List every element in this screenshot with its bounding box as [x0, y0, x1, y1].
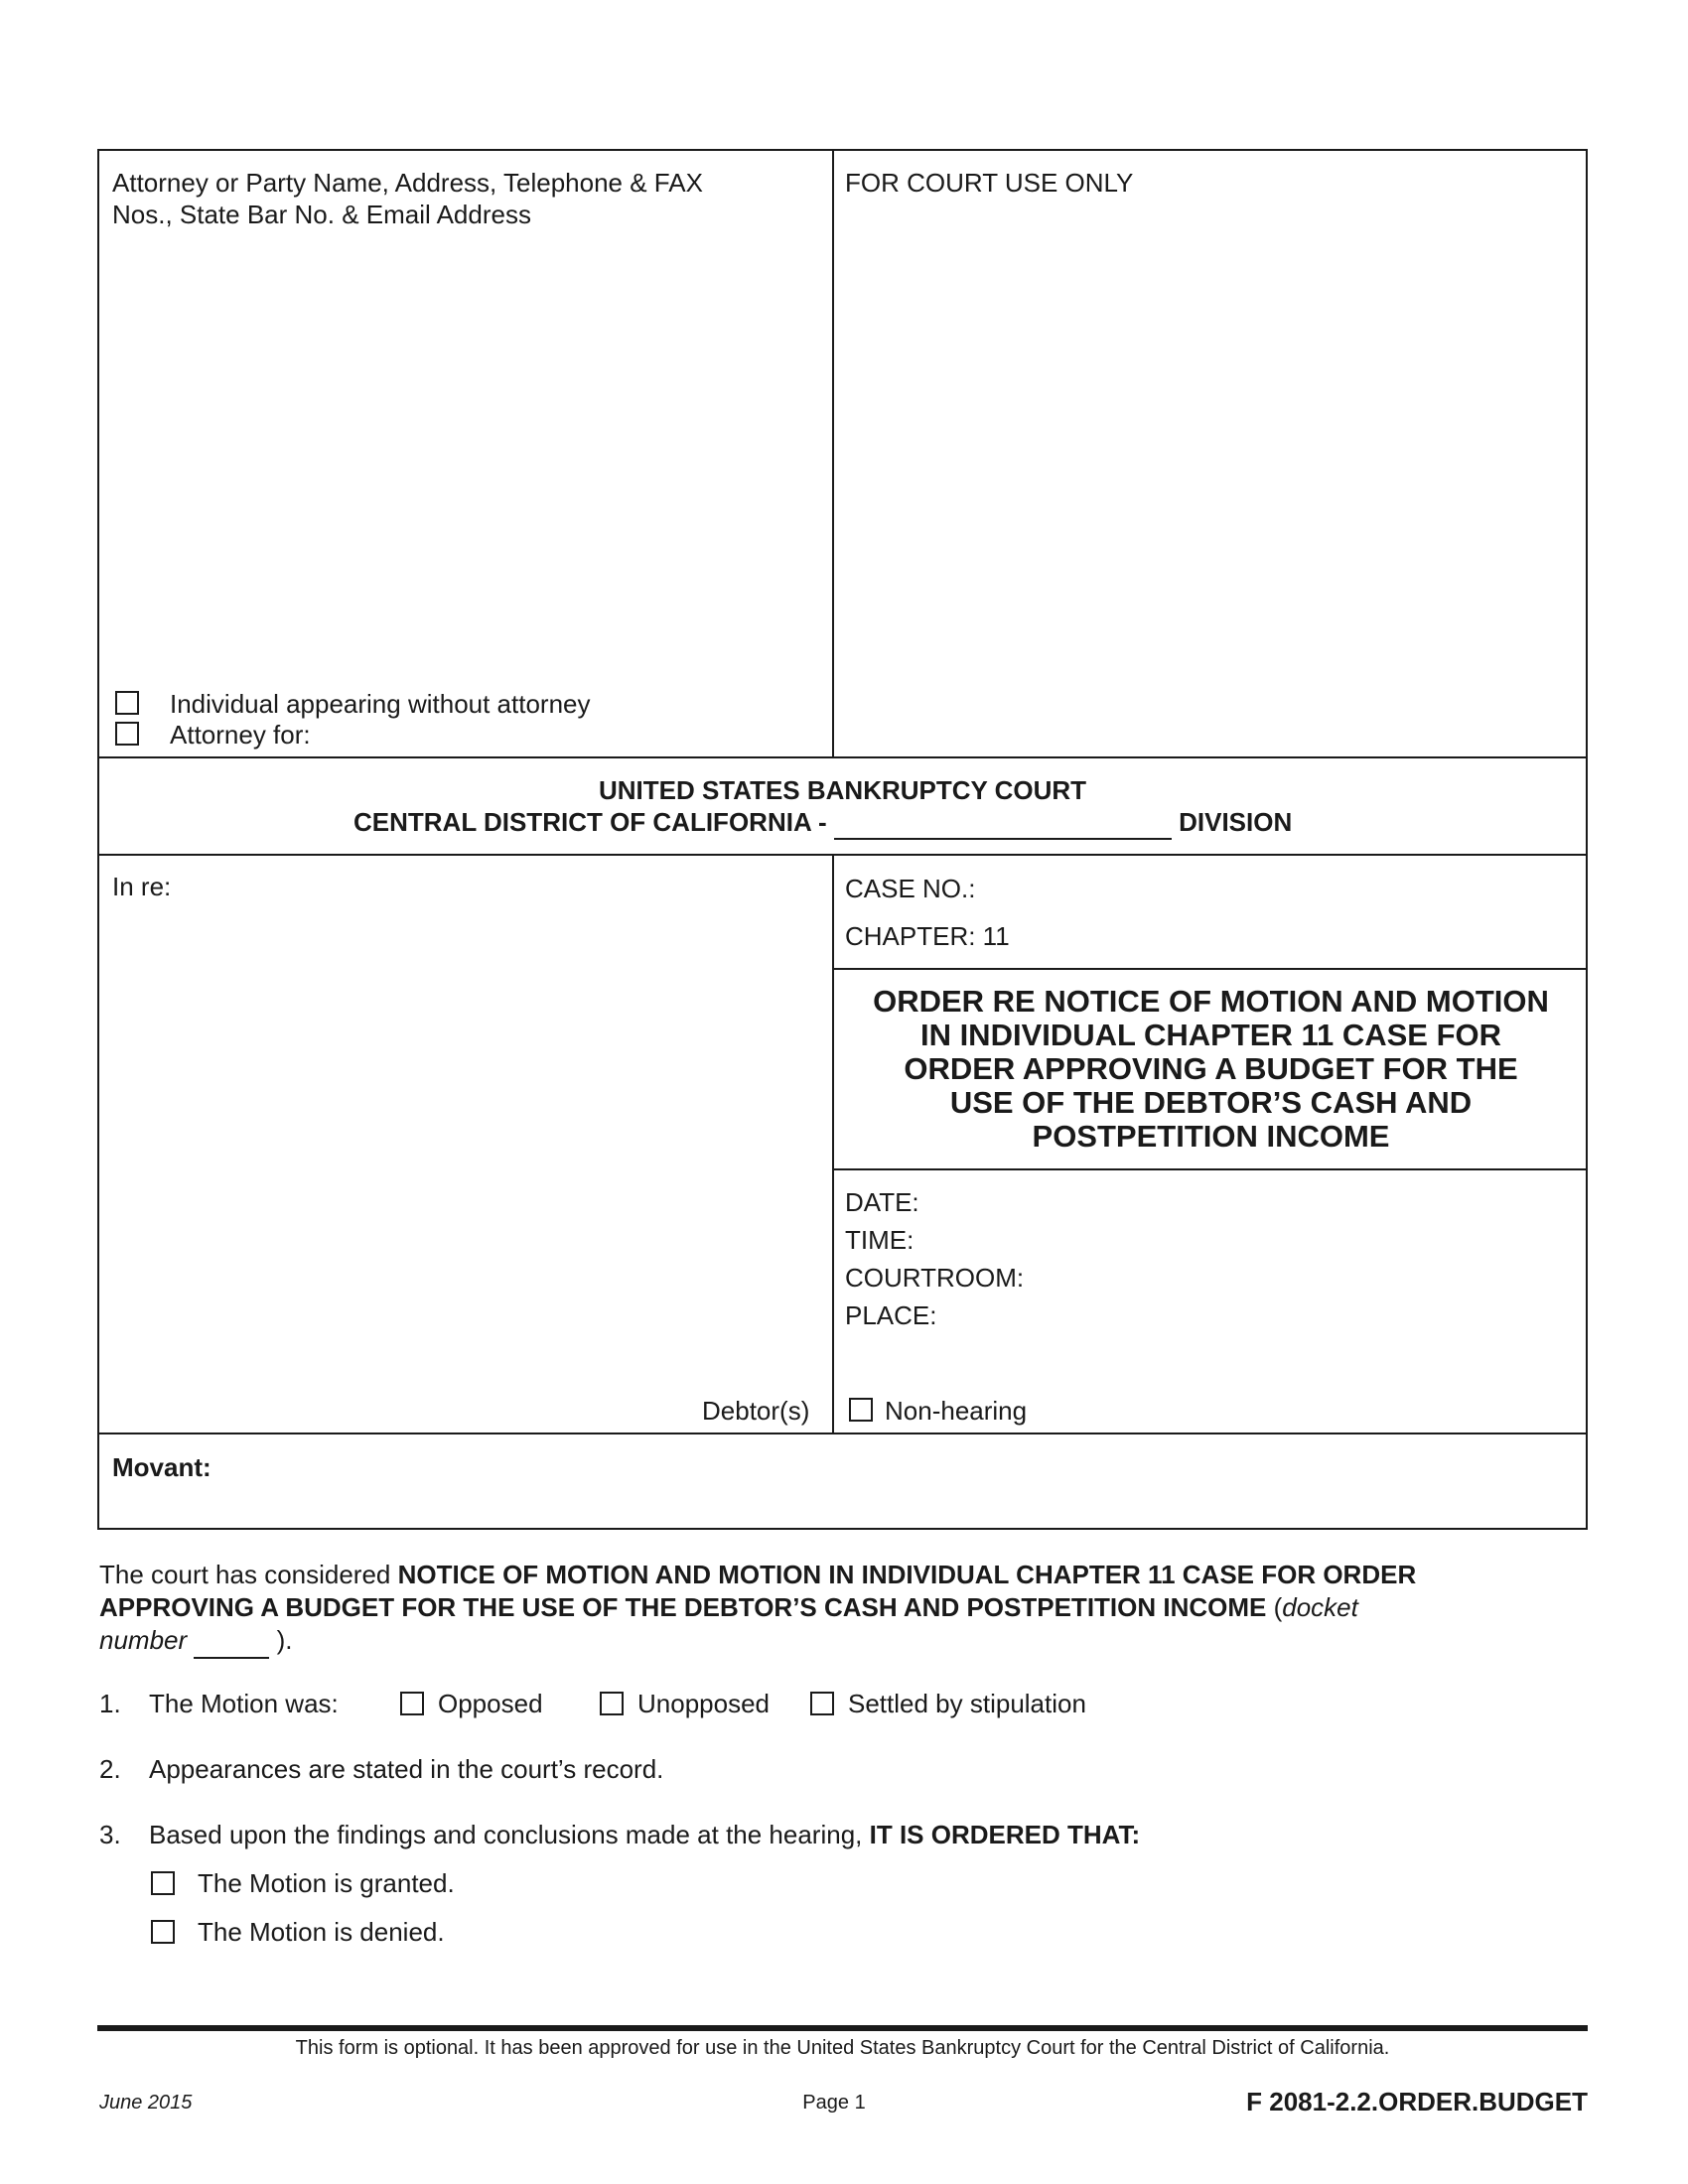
- settled-checkbox[interactable]: [810, 1692, 834, 1715]
- individual-checkbox[interactable]: [115, 691, 139, 715]
- attorney-label-line2: Nos., State Bar No. & Email Address: [112, 200, 531, 229]
- item3-number: 3.: [99, 1820, 121, 1849]
- attorney-label: [112, 167, 703, 230]
- order-title-line: IN INDIVIDUAL CHAPTER 11 CASE FOR: [919, 1018, 1502, 1052]
- court-division: DIVISION: [1179, 807, 1293, 837]
- granted-checkbox[interactable]: [151, 1871, 175, 1895]
- intro-paragraph: [99, 1559, 1589, 1659]
- date-label: DATE:: [845, 1187, 919, 1217]
- intro-number: number: [99, 1625, 188, 1655]
- granted-label: The Motion is granted.: [198, 1868, 455, 1898]
- denied-checkbox[interactable]: [151, 1920, 175, 1944]
- docket-number-blank[interactable]: [194, 1624, 269, 1659]
- non-hearing-label: Non-hearing: [885, 1396, 1028, 1426]
- courtroom-label: COURTROOM:: [845, 1263, 1025, 1293]
- denied-label: The Motion is denied.: [198, 1917, 445, 1947]
- chapter-label: CHAPTER: 11: [845, 921, 1010, 951]
- divider-title-top: [832, 968, 1588, 970]
- item2-text: Appearances are stated in the court’s record.: [149, 1754, 664, 1784]
- court-heading-line2: [353, 806, 1292, 840]
- court-use-label: FOR COURT USE ONLY: [845, 168, 1134, 198]
- in-re-label: In re:: [112, 872, 172, 901]
- time-label: TIME:: [845, 1225, 914, 1255]
- intro-paren: (: [1266, 1592, 1283, 1622]
- attorney-for-label: Attorney for:: [170, 720, 311, 750]
- division-blank[interactable]: [834, 806, 1172, 840]
- item2-number: 2.: [99, 1754, 121, 1784]
- place-label: PLACE:: [845, 1300, 937, 1330]
- intro-line1: [99, 1559, 1589, 1591]
- item3-text-bold: IT IS ORDERED THAT:: [869, 1820, 1141, 1849]
- item1-text: The Motion was:: [149, 1689, 339, 1718]
- order-title-line: USE OF THE DEBTOR’S CASH AND: [949, 1085, 1473, 1120]
- intro-close: ).: [269, 1625, 293, 1655]
- divider-top-vertical: [832, 149, 834, 756]
- intro-docket: docket: [1282, 1592, 1358, 1622]
- unopposed-label: Unopposed: [637, 1689, 770, 1718]
- order-title-line: POSTPETITION INCOME: [1032, 1119, 1390, 1154]
- individual-checkbox-label: Individual appearing without attorney: [170, 689, 591, 719]
- order-title-line: ORDER APPROVING A BUDGET FOR THE: [904, 1051, 1518, 1086]
- attorney-for-checkbox[interactable]: [115, 722, 139, 746]
- debtors-label: Debtor(s): [702, 1396, 810, 1426]
- non-hearing-checkbox[interactable]: [849, 1398, 873, 1422]
- unopposed-checkbox[interactable]: [600, 1692, 624, 1715]
- footer-notice: This form is optional. It has been approved for use in the United States Bankruptcy Court for the Central District of California.: [295, 2037, 1390, 2059]
- item3-text-regular: Based upon the findings and conclusions made at the hearing,: [149, 1820, 870, 1849]
- movant-label: Movant:: [112, 1452, 211, 1482]
- footer-date: June 2015: [99, 2092, 193, 2114]
- footer-form-id: F 2081-2.2.ORDER.BUDGET: [1246, 2087, 1588, 2116]
- intro-bold-line1: NOTICE OF MOTION AND MOTION IN INDIVIDUAL CHAPTER 11 CASE FOR ORDER: [397, 1560, 1417, 1589]
- case-no-label: CASE NO.:: [845, 874, 976, 903]
- item3-text: [149, 1819, 1140, 1851]
- divider-court-bottom: [97, 854, 1588, 856]
- order-title-line: ORDER RE NOTICE OF MOTION AND MOTION: [873, 984, 1549, 1019]
- intro-line3: [99, 1624, 1589, 1659]
- intro-prefix: The court has considered: [99, 1560, 398, 1589]
- order-title: [834, 985, 1588, 1154]
- court-district: CENTRAL DISTRICT OF CALIFORNIA -: [353, 807, 827, 837]
- divider-movant-top: [97, 1433, 1588, 1434]
- intro-bold-line2: APPROVING A BUDGET FOR THE USE OF THE DEBTOR’S CASH AND POSTPETITION INCOME: [99, 1592, 1267, 1622]
- item1-number: 1.: [99, 1689, 121, 1718]
- attorney-label-line1: Attorney or Party Name, Address, Telephone & FAX: [112, 168, 703, 198]
- opposed-checkbox[interactable]: [400, 1692, 424, 1715]
- court-heading-line1: UNITED STATES BANKRUPTCY COURT: [598, 775, 1087, 805]
- divider-court-top: [97, 756, 1588, 758]
- intro-line2: [99, 1591, 1589, 1624]
- settled-label: Settled by stipulation: [848, 1689, 1086, 1718]
- opposed-label: Opposed: [438, 1689, 543, 1718]
- footer-page: Page 1: [802, 2092, 866, 2114]
- divider-title-bottom: [832, 1168, 1588, 1170]
- footer-rule: [97, 2025, 1588, 2031]
